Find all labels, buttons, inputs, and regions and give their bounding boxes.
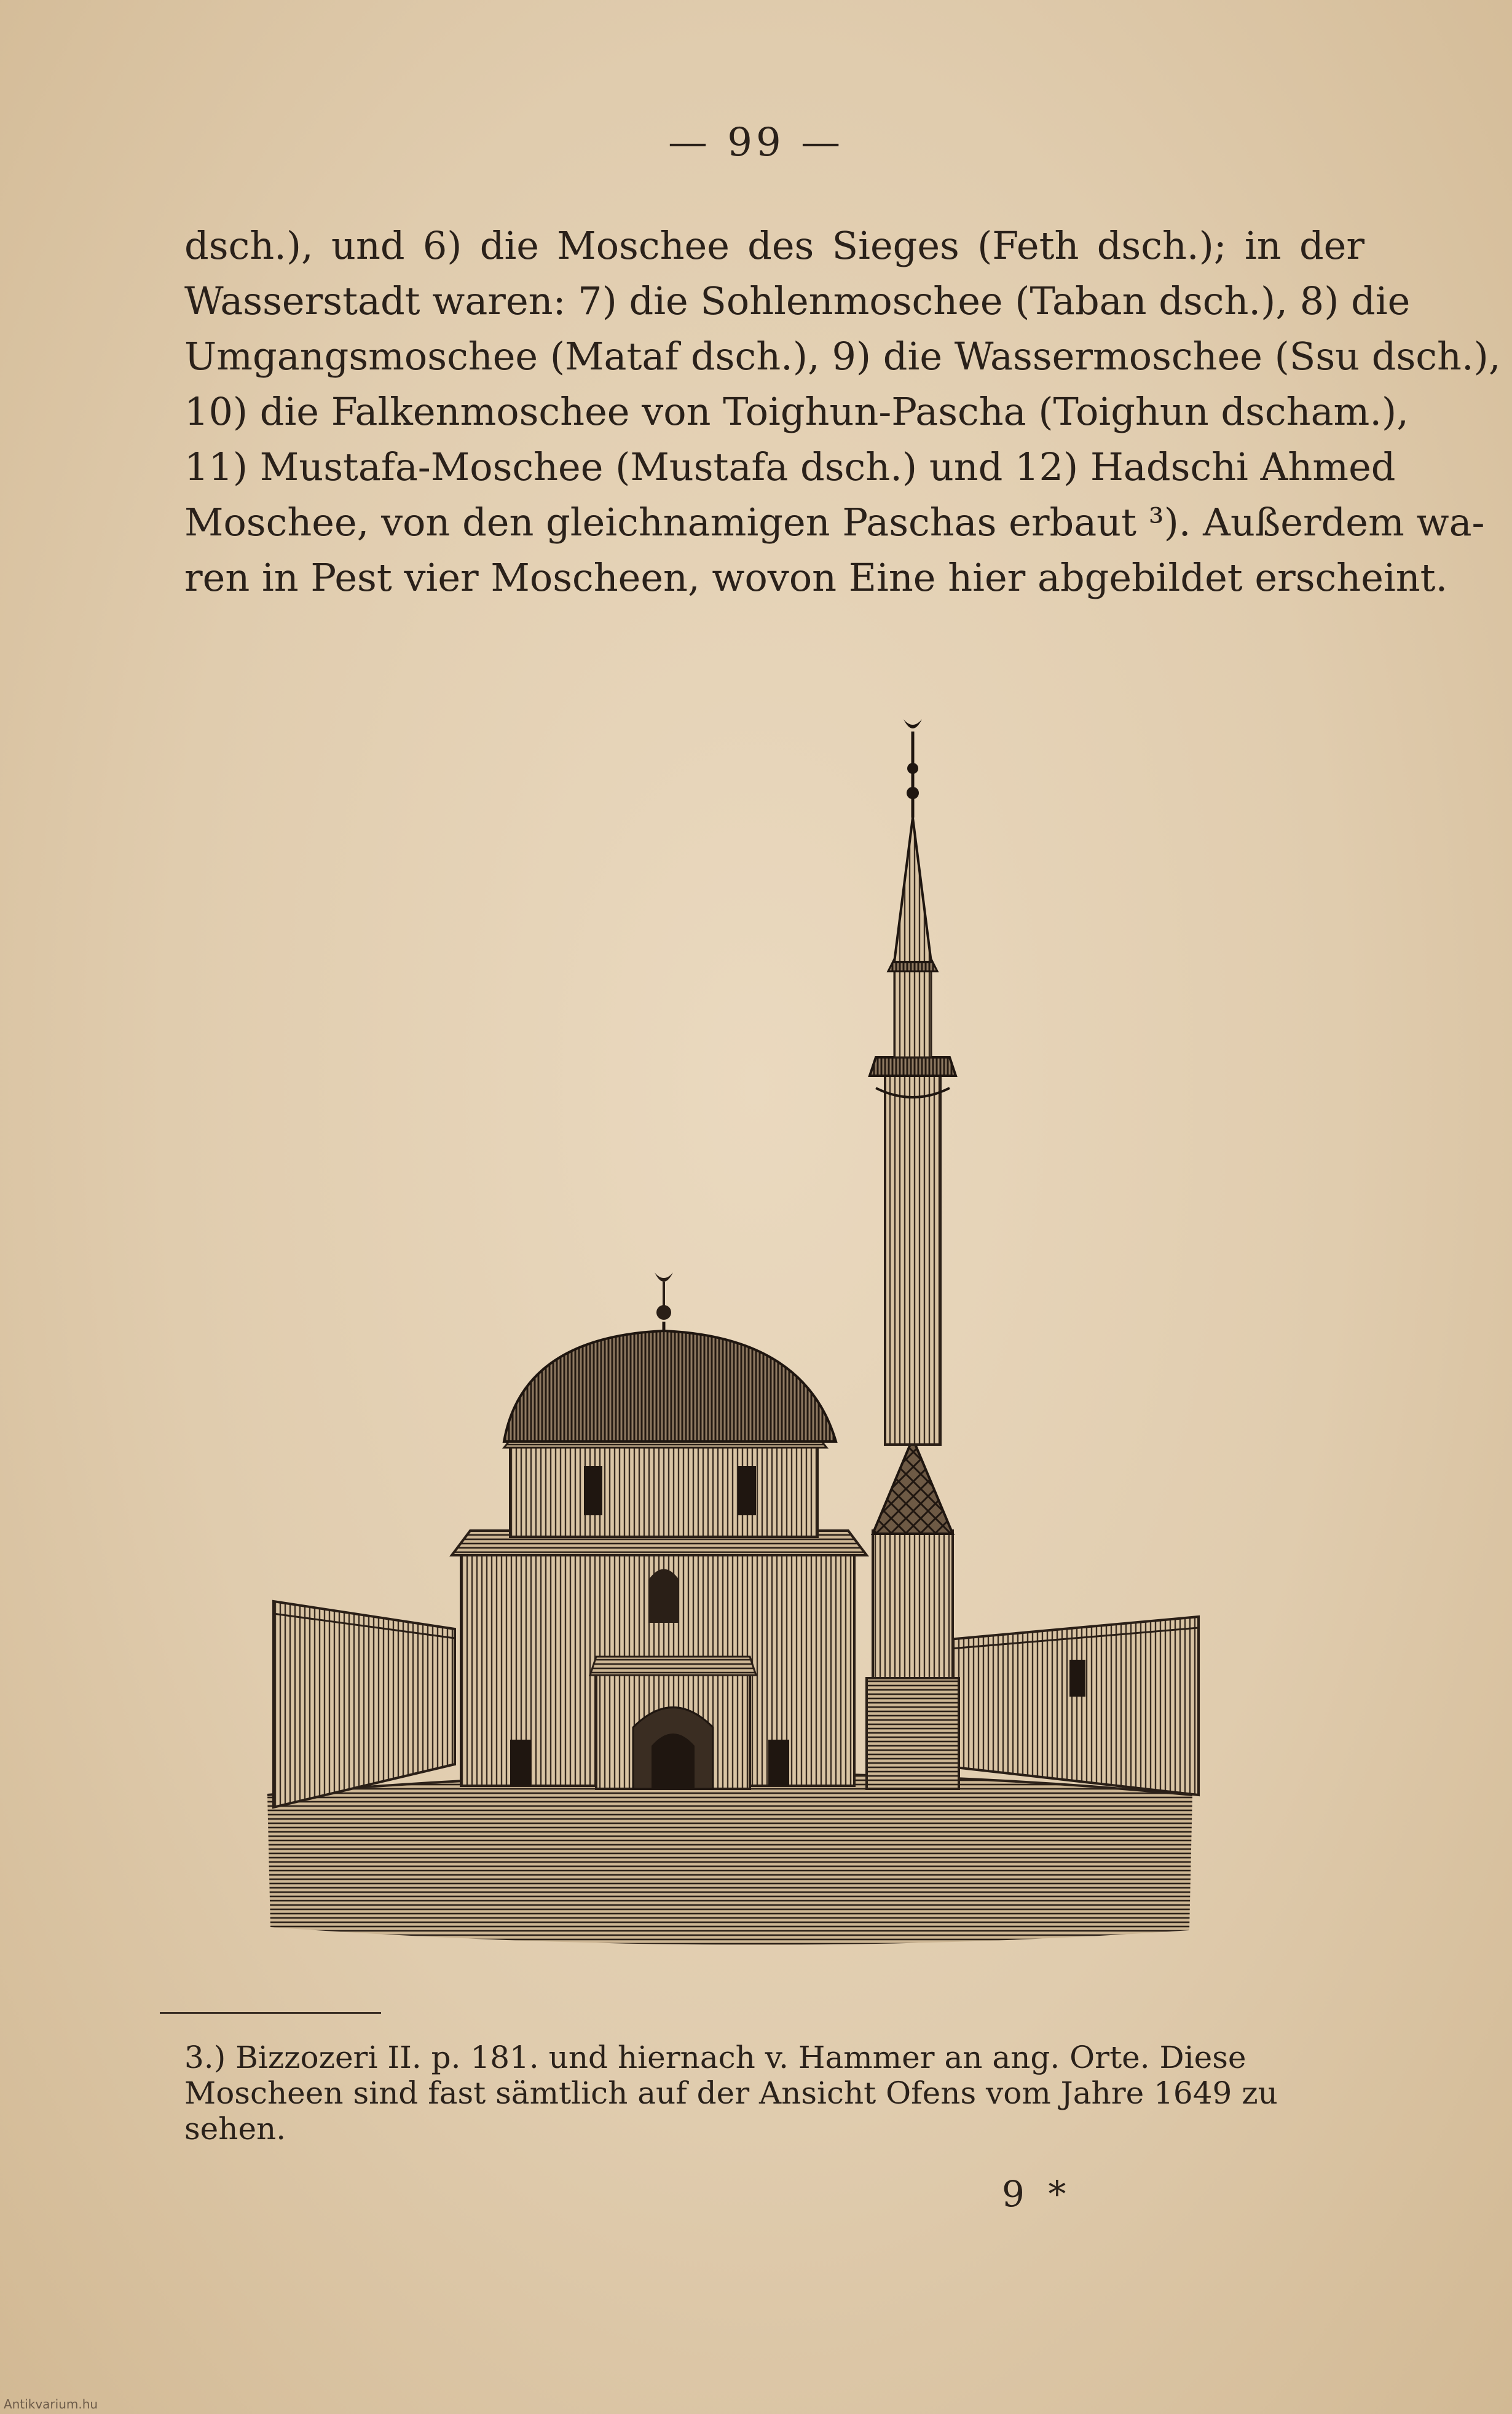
minaret-spire (894, 818, 931, 962)
footnote-line: 3.) Bizzozeri II. p. 181. und hiernach v. Hammer an ang. Orte. Diese (184, 2040, 1246, 2075)
footnote-line: Moscheen sind fast sämtlich auf der Ansicht Ofens vom Jahre 1649 zu (184, 2075, 1278, 2111)
footnote (184, 2040, 1309, 2147)
minaret-base (867, 1678, 959, 1789)
minaret-balcony (870, 1057, 956, 1076)
text-line: Moschee, von den gleichnamigen Paschas erbaut ³). Außerdem wa- (184, 500, 1485, 545)
text-line: dsch.), und 6) die Moschee des Sieges (Feth dsch.); in der (184, 223, 1364, 268)
body-text (184, 218, 1501, 605)
text-line: 10) die Falkenmoschee von Toighun-Pascha (Toighun dscham.), (184, 389, 1409, 434)
text-line: 11) Mustafa-Moschee (Mustafa dsch.) und 12) Hadschi Ahmed (184, 444, 1396, 489)
right-wall (928, 1617, 1199, 1795)
courtyard-ground (267, 1773, 1192, 1945)
watermark: Antikvarium.hu (4, 2397, 98, 2412)
mosque-engraving (264, 707, 1223, 1949)
text-line: Umgangsmoschee (Mataf dsch.), 9) die Wassermoschee (Ssu dsch.), (184, 334, 1501, 379)
footnote-line: sehen. (184, 2111, 286, 2147)
page-number: — 99 — (667, 120, 845, 165)
footnote-rule (160, 2012, 381, 2014)
signature-mark: 9 * (1002, 2173, 1073, 2215)
left-wall (274, 1601, 455, 1807)
text-line: Wasserstadt waren: 7) die Sohlenmoschee (Taban dsch.), 8) die (184, 278, 1411, 323)
text-line: ren in Pest vier Moscheen, wovon Eine hier abgebildet erscheint. (184, 555, 1448, 600)
minaret-shaft (873, 1531, 953, 1678)
arched-window (648, 1569, 679, 1623)
dome-drum (510, 1445, 817, 1537)
dome (504, 1331, 836, 1442)
